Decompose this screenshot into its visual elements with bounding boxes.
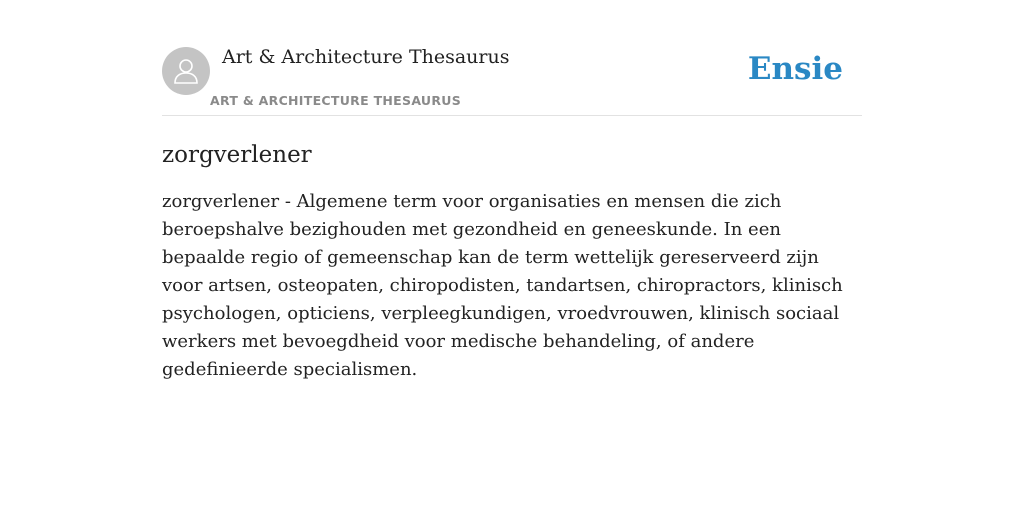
source-title[interactable]: Art & Architecture Thesaurus [222, 46, 510, 68]
term-title: zorgverlener [162, 142, 312, 168]
source-subtitle[interactable]: ART & ARCHITECTURE THESAURUS [210, 93, 462, 108]
term-definition: zorgverlener - Algemene term voor organisaties en mensen die zich beroepshalve bezighouden met gezondheid en geneeskunde. In een bepaalde regio of gemeenschap kan de term wettelijk gereserveerd zijn voor artsen, osteopaten, chiropodisten, tandartsen, chiropractors, klinisch psychologen, opticiens, verpleegkundigen, vroedvrouwen, klinisch sociaal werkers met bevoegdheid voor medische behandeling, of andere gedefinieerde specialismen. [162, 191, 843, 380]
user-icon [172, 56, 200, 86]
brand-logo[interactable]: Ensie [747, 51, 843, 87]
page-container [162, 0, 862, 384]
entry-header [162, 0, 862, 116]
avatar[interactable] [162, 47, 210, 95]
